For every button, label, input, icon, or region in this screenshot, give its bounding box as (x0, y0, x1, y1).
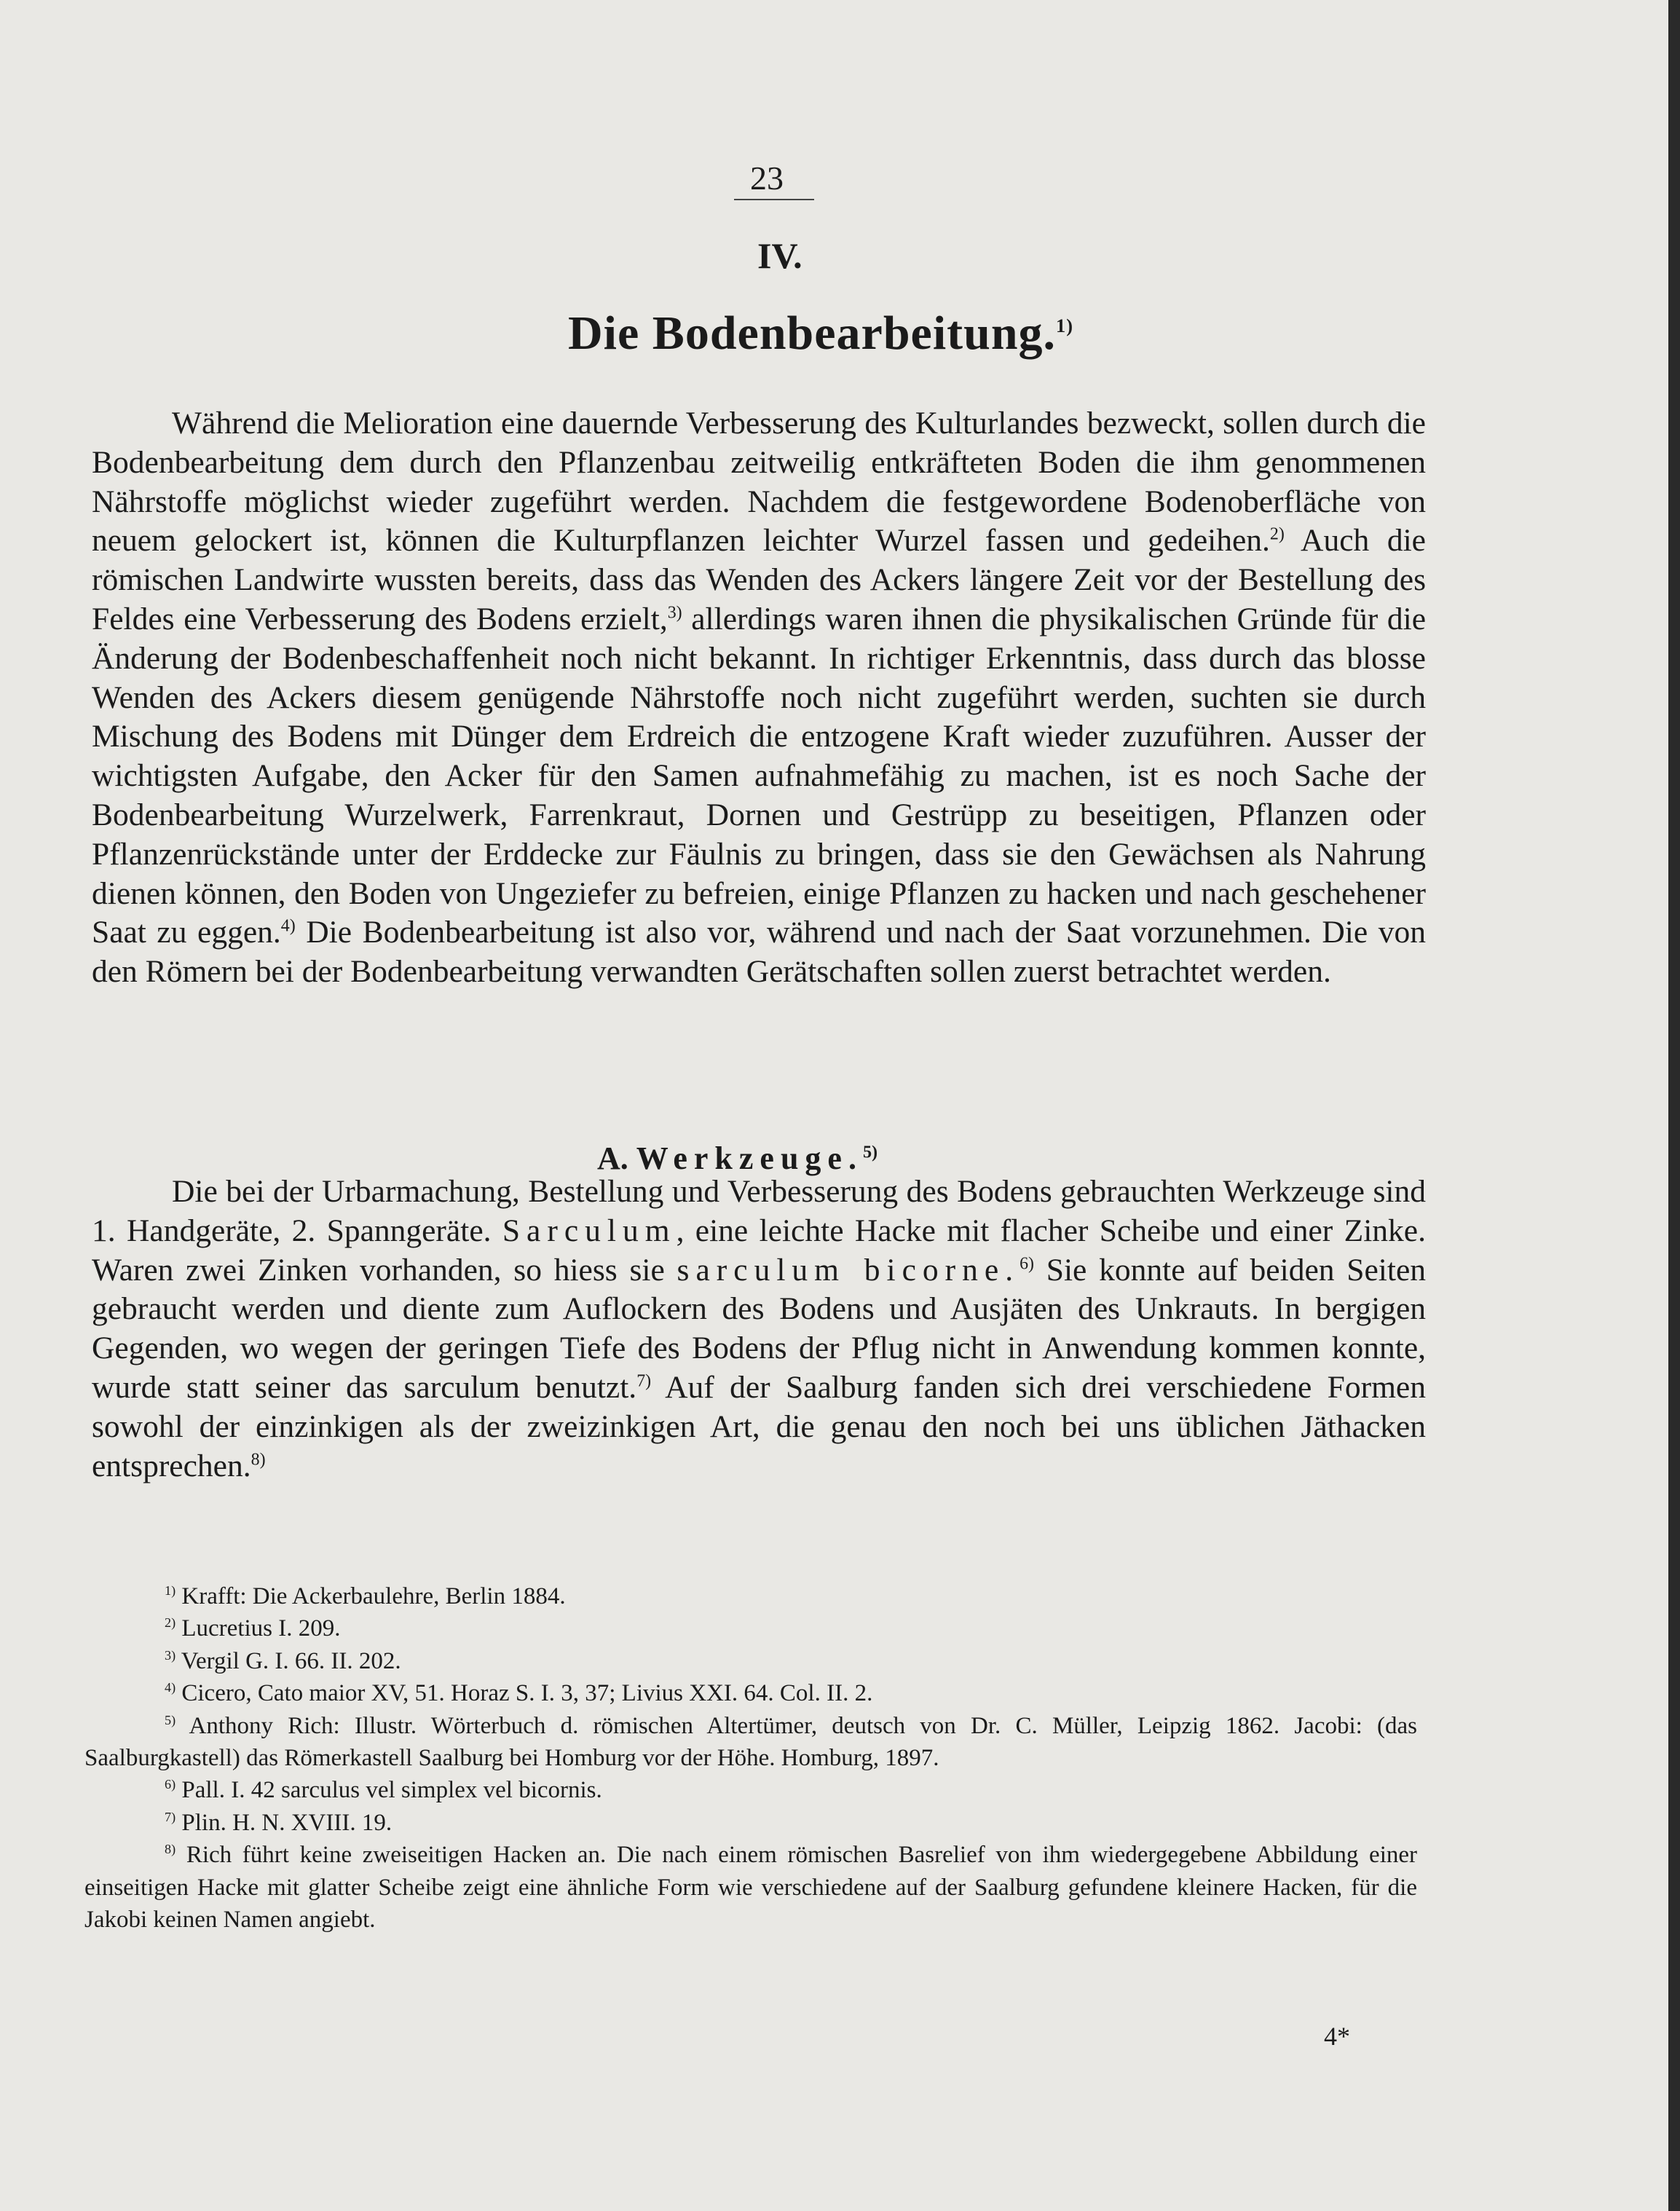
section-title: Werkzeuge. (636, 1140, 863, 1176)
footnote-mark: 4) (165, 1680, 176, 1695)
paragraph-text: Auch die römischen Landwirte wussten bereits, dass das Wenden des Ackers längere Zeit vor der Bestellung des Feldes eine Verbesserung des Bodens erzielt, (92, 523, 1426, 636)
footnote-ref: 3) (667, 603, 682, 623)
footnote-text: Vergil G. I. 66. II. 202. (181, 1647, 401, 1674)
footnote-text: Plin. H. N. XVIII. 19. (181, 1809, 393, 1836)
footnote (84, 1774, 1417, 1806)
footnote-text: Rich führt keine zweiseitigen Hacken an. Die nach einem römischen Basrelief von ihm wiedergegebene Abbildung einer einseitigen Hacke mit glatter Scheibe zeigt eine ähnliche Form wie verschiedene auf der Saalburg gefundene kleinere Hacken, für die Jakobi keinen Namen angiebt. (84, 1842, 1418, 1934)
paragraph-intro (92, 404, 1426, 992)
footnote (84, 1677, 1417, 1709)
footnote-text: Anthony Rich: Illustr. Wörterbuch d. römischen Altertümer, deutsch von Dr. C. Müller, Leipzig 1862. Jacobi: (das Saalburgkastell) das Römerkastell Saalburg bei Homburg vor der Höhe. Homburg, 1897. (84, 1712, 1417, 1772)
paragraph-text: , eine leichte Hacke mit flacher Scheibe und einer Zinke. Waren zwei Zinken vorhanden, so hiess sie (92, 1213, 1426, 1288)
footnote-ref: 8) (251, 1450, 266, 1470)
page-edge-shadow (1668, 0, 1680, 2211)
footnote-text: Cicero, Cato maior XV, 51. Horaz S. I. 3, 37; Livius XXI. 64. Col. II. 2. (181, 1680, 873, 1707)
footnote-ref: 5) (862, 1142, 878, 1162)
footnotes (84, 1580, 1417, 1936)
footnote (84, 1580, 1417, 1612)
footnote-ref: 4) (280, 916, 296, 936)
paragraph-text: Die Bodenbearbeitung ist also vor, während und nach der Saat vorzunehmen. Die von den Römern bei der Bodenbearbeitung verwandten Gerätschaften sollen zuerst betrachtet werden. (92, 915, 1426, 990)
chapter-title (568, 306, 1073, 361)
page-number: 23 (750, 159, 784, 197)
footnote (84, 1710, 1417, 1775)
footnote-ref: 7) (636, 1371, 652, 1391)
footnote-mark: 2) (165, 1615, 176, 1631)
latin-term: Sarculum (502, 1213, 677, 1248)
footnote-mark: 6) (165, 1777, 176, 1792)
footnote (84, 1807, 1417, 1839)
page-number-rule (734, 199, 814, 200)
footnote-text: Krafft: Die Ackerbaulehre, Berlin 1884. (181, 1583, 566, 1609)
footnote-mark: 7) (165, 1809, 176, 1824)
footnote-ref: 6) (1020, 1254, 1034, 1274)
footnote (84, 1645, 1417, 1677)
footnote-text: Lucretius I. 209. (181, 1615, 341, 1642)
signature-mark: 4* (1324, 2022, 1350, 2051)
paragraph-text: Während die Melioration eine dauernde Verbesserung des Kulturlandes bezweckt, sollen durch die Bodenbearbeitung dem durch den Pflanzenbau zeitweilig entkräfteten Boden die ihm genommenen Nährstoffe möglichst wieder zugeführt werden. Nachdem die festgewordene Bodenoberfläche von neuem gelockert ist, können die Kulturpflanzen leichter Wurzel fassen und gedeihen. (92, 406, 1426, 559)
section-heading (597, 1140, 878, 1177)
section-letter: A. (597, 1140, 628, 1176)
latin-term: sarculum bicorne. (677, 1252, 1020, 1288)
footnote-ref: 2) (1269, 524, 1285, 544)
paragraph-text: Auf der Saalburg fanden sich drei verschiedene Formen sowohl der einzinkigen als der zweizinkigen Art, die genau den noch bei uns üblichen Jäthacken entsprechen. (92, 1369, 1426, 1483)
footnote (84, 1612, 1417, 1644)
footnote-mark: 8) (165, 1842, 176, 1857)
paragraph-text: allerdings waren ihnen die physikalischen Gründe für die Änderung der Bodenbeschaffenheit noch nicht bekannt. In richtiger Erkenntnis, dass durch das blosse Wenden des Ackers diesem genügende Nährstoffe noch nicht zugeführt werden, suchten sie durch Mischung des Bodens mit Dünger dem Erdreich die entzogene Kraft wieder zuzuführen. Ausser der wichtigsten Aufgabe, den Acker für den Samen aufnahmefähig zu machen, ist es noch Sache der Bodenbearbeitung Wurzelwerk, Farrenkraut, Dornen und Gestrüpp zu beseitigen, Pflanzen oder Pflanzenrückstände unter der Erddecke zur Fäulnis zu bringen, dass sie den Gewächsen als Nahrung dienen können, den Boden von Ungeziefer zu befreien, einige Pflanzen zu hacken und nach geschehener Saat zu eggen. (92, 601, 1427, 950)
footnote-mark: 3) (165, 1647, 176, 1663)
footnote-text: Pall. I. 42 sarculus vel simplex vel bicornis. (181, 1777, 602, 1804)
footnote-mark: 1) (165, 1583, 176, 1598)
paragraph-text: Sie konnte auf beiden Seiten gebraucht werden und diente zum Auflockern des Bodens und Ausjäten des Unkrauts. In bergigen Gegenden, wo wegen der geringen Tiefe des Bodens der Pflug nicht in Anwendung kommen konnte, wurde statt seiner das sarculum benutzt. (92, 1252, 1426, 1405)
paragraph-text: Die bei der Urbarmachung, Bestellung und Verbesserung des Bodens gebrauchten Werkzeuge sind 1. Handgeräte, 2. Spanngeräte. (92, 1174, 1426, 1248)
chapter-title-text: Die Bodenbearbeitung. (568, 307, 1057, 360)
chapter-number: IV. (757, 235, 802, 276)
footnote-mark: 5) (165, 1712, 176, 1727)
footnote (84, 1839, 1417, 1936)
footnote-ref: 1) (1056, 315, 1074, 336)
paragraph-tools (92, 1172, 1426, 1486)
